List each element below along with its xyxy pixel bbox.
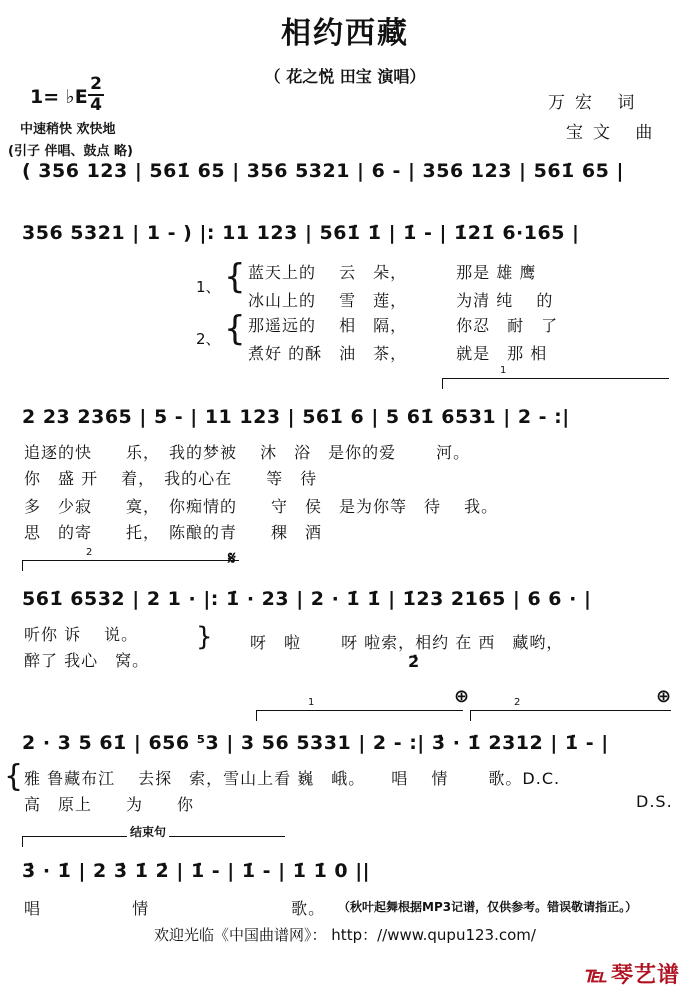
score-line-3: 2 23 2365 | 5 - | 11 123 | 561̇ 6 | 5 61̇ 6531 | 2 - :| [22, 406, 570, 428]
segno-icon: 𝄋 [228, 548, 236, 569]
lyric-chorus: 呀 啦 呀 啦索，相约 在 西 藏哟， [250, 633, 564, 652]
lyric-verse-2a: 那遥远的 相 隔， 你忍 耐 了 [248, 316, 559, 335]
time-signature [88, 76, 104, 114]
coda-icon: ⊕ [454, 686, 470, 707]
lyric-line-4b: 醉了 我心 窝。 [24, 651, 150, 670]
refrain-brace: } [196, 622, 213, 652]
performer-subtitle: （ 花之悦 田宝 演唱） [264, 67, 426, 86]
lyric-line-6: 唱 情 歌。 [24, 899, 326, 918]
key-signature: 1= ♭E [30, 86, 88, 108]
score-line-4: 561̇ 6532 | 2 1 · |: 1̇ · 23 | 2 · 1̇ 1̇ | 1̇23 2165 | 6 6 · | [22, 588, 592, 610]
lyric-line-3a: 追逐的快 乐， 我的梦被 沐 浴 是你的爱 河。 [24, 443, 471, 462]
score-line-5: 2 · 3 5 61̇ | 656 ⁵3 | 3 56 5331 | 2 - :| 3̇ · 1̇ 2312 | 1̇ - | [22, 732, 609, 754]
lyric-line-5a: 雅 鲁藏布江 去探 索，雪山上看 巍 峨。 唱 情 歌。D.C. [24, 769, 561, 788]
transcription-note: （秋叶起舞根据MP3记谱，仅供参考。错误敬请指正。） [338, 900, 638, 914]
line5-brace: { [4, 759, 24, 794]
lyric-line-3d: 思 的寄 托， 陈酿的青 稞 酒 [24, 523, 323, 542]
lyric-line-4a: 听你 诉 说。 [24, 625, 139, 644]
footer-text: 欢迎光临《中国曲谱网》： http：//www.qupu123.com/ [154, 926, 536, 944]
tempo-marking: 中速稍快 欢快地 [20, 122, 116, 137]
intro-note: (引子 伴唱、鼓点 略) [8, 144, 133, 159]
score-line-1: ( 356 123 | 561̇ 65 | 356 5321 | 6 - | 356 123 | 561̇ 65 | [22, 160, 624, 182]
logo-mark-icon: ℡ [583, 962, 608, 988]
dynamic-mark: 2̇ [408, 652, 420, 671]
lyricist-credit: 万宏 词 [548, 93, 645, 113]
volta-bracket-1b: 1 [256, 710, 463, 721]
lyric-verse-1b: 冰山上的 雪 莲， 为清 纯 的 [248, 291, 554, 310]
meter-top: 2 [90, 74, 102, 94]
lyric-line-3c: 多 少寂 寞， 你痴情的 守 侯 是为你等 待 我。 [24, 497, 499, 516]
volta-bracket-2b: 2 [470, 710, 671, 721]
volta-bracket-1: 1 [442, 378, 669, 389]
score-line-6: 3̇ · 1̇ | 2 3̇ 1̇ 2̇ | 1̇ - | 1̇ - | 1̇ 1̇ 0 || [22, 860, 371, 882]
verse-number-2: 2、 [196, 330, 221, 348]
lyric-ds: D.S. [636, 792, 673, 811]
coda-icon-end: ⊕ [656, 686, 672, 707]
meter-bottom: 4 [90, 95, 102, 115]
verse-number-1: 1、 [196, 278, 221, 296]
verse-brace-1: { [224, 257, 246, 297]
lyric-line-3b: 你 盛 开 着， 我的心在 等 待 [24, 469, 318, 488]
lyric-verse-1a: 蓝天上的 云 朵， 那是 雄 鹰 [248, 263, 537, 282]
volta-bracket-2: 2 [22, 560, 239, 571]
score-line-2: 356 5321 | 1 - ) |: 11 123 | 561̇ 1̇ | 1̇ - | 1̇21̇ 6·165 | [22, 222, 580, 244]
lyric-verse-2b: 煮好 的酥 油 茶， 就是 那 相 [248, 344, 548, 363]
verse-brace-2: { [224, 309, 246, 349]
ending-bracket: 结束句 [22, 836, 285, 847]
brand-logo: ℡ 琴艺谱 [583, 962, 680, 988]
page-title: 相约西藏 [281, 16, 409, 51]
composer-credit: 宝文 曲 [566, 123, 663, 143]
lyric-line-5b: 高 原上 为 你 [24, 795, 195, 814]
